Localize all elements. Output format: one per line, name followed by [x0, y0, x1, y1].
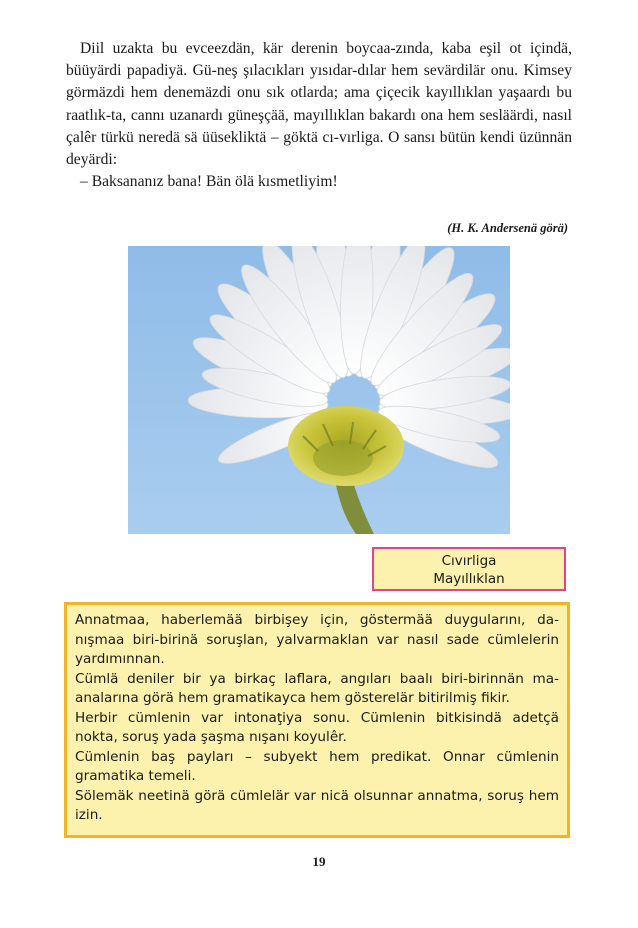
- story-quote: – Baksananız bana! Bän ölä kısmetliyim!: [80, 173, 338, 191]
- story-source: (H. K. Andersenä görä): [447, 221, 568, 235]
- rule-paragraph: Cümlenin baş payları – subyekt hem predikat. Onnar cümlenin gramatika temeli.: [75, 748, 559, 784]
- story-paragraph: Diil uzakta bu evceezdän, kär derenin boycaa-zında, kaba eşil ot içindä, büüyärdi papadiyä. Gü-neş şılacıkları yısıdar-dılar hem sevärdilär onu. Kimsey görmäzdi hem denemäzdi onu sık otlarda; ama çiçecik kayıllıklan yaşaardı bu raatlık-ta, cannı uzanardı güneşçää, mayıllıklan bakardı ona hem sesläärdi, nasıl çalêr türkü neredä sä üüsekliktä – göktä cı-vırliga. O sansı bütün kendi üzünnän deyärdi:: [66, 40, 572, 169]
- rule-paragraph: Cümlä deniler bir ya birkaç laflara, angıları baalı biri-birinnän ma-analarına görä hem gramatikayca hem gösterelär bitirilmiş fikir.: [75, 670, 559, 706]
- page-number: 19: [312, 854, 326, 869]
- legend-word: Mayıllıklan: [433, 571, 505, 587]
- grammar-rules-box: [64, 602, 570, 838]
- rule-paragraph: Herbir cümlenin var intonaţiya sonu. Cümlenin bitkisindä adetçä nokta, soruş yada şaşma nışanı koyulêr.: [75, 709, 559, 745]
- legend-word: Cıvırliga: [441, 553, 497, 569]
- rule-paragraph: Annatmaa, haberlemää birbişey için, göstermää duygularını, da-nışmaa biri-birinä soruşlan, yalvarmaklan var nasıl sade cümlelerin yardımınnan.: [75, 612, 559, 667]
- story-text: [66, 38, 572, 193]
- daisy-photo: [128, 246, 510, 534]
- legend-box: [372, 547, 566, 591]
- daisy-illustration: [128, 246, 510, 534]
- rule-paragraph: Sölemäk neetinä görä cümlelär var nicä olsunnar annatma, soruş hem izin.: [75, 787, 559, 823]
